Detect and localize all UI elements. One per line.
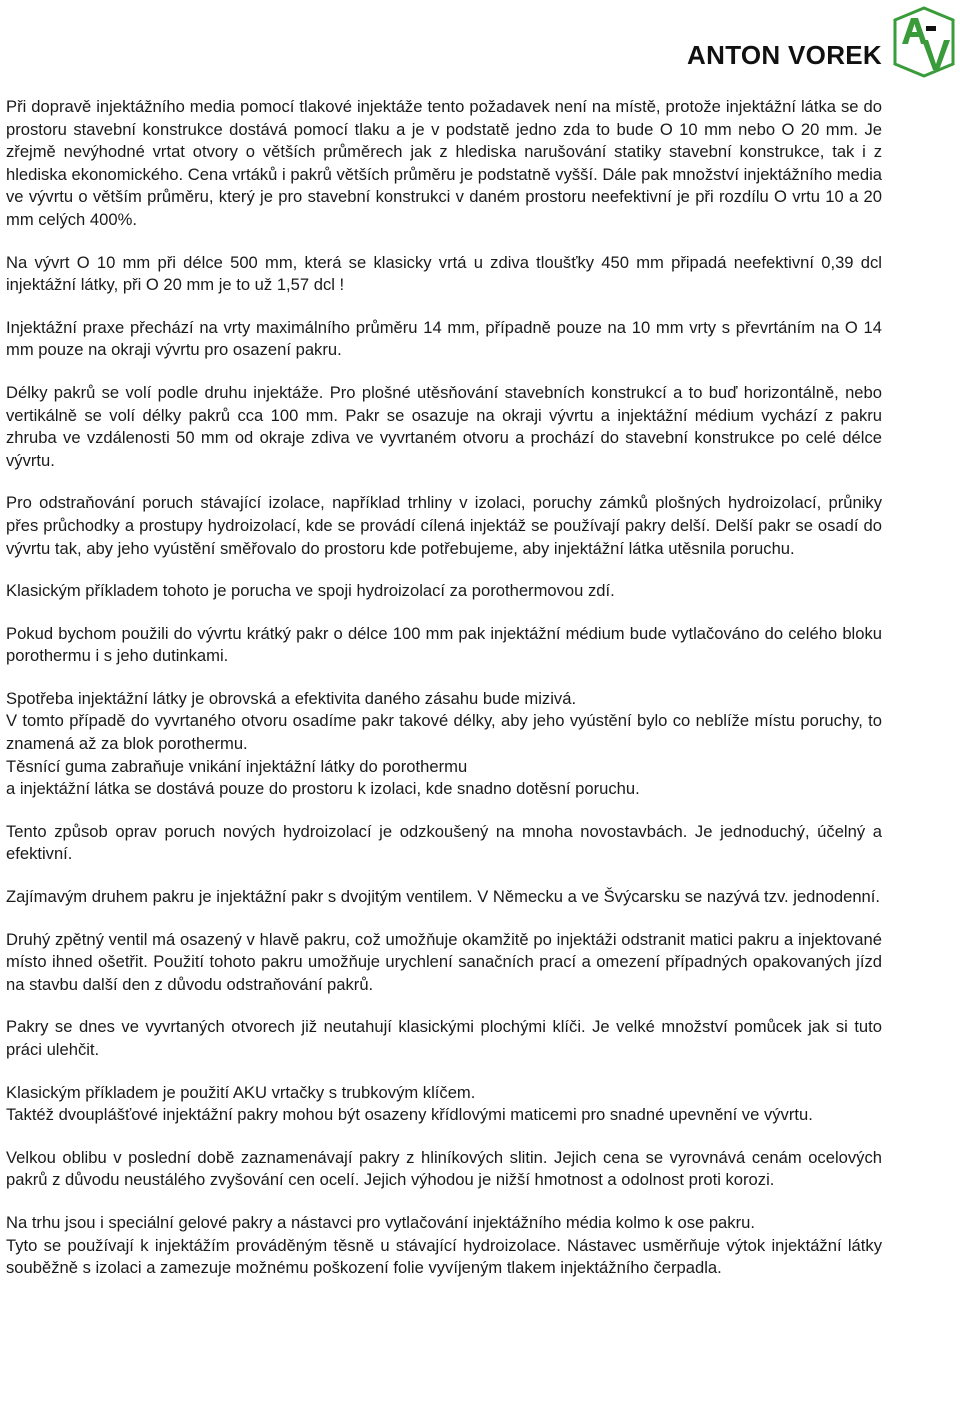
paragraph: Pakry se dnes ve vyvrtaných otvorech již neutahují klasickými plochými klíči. Je velké množství pomůcek jak si tuto práci ulehčit. bbox=[6, 1017, 882, 1059]
paragraph: Zajímavým druhem pakru je injektážní pakr s dvojitým ventilem. V Německu a ve Švýcarsku se nazývá tzv. jednodenní. bbox=[6, 887, 880, 907]
paragraph: Pokud bychom použili do vývrtu krátký pakr o délce 100 mm pak injektážní médium bude vytlačováno do celého bloku porothermu i s jeho dutinkami. bbox=[6, 623, 882, 666]
text-line: Taktéž dvouplášťové injektážní pakry mohou být osazeny křídlovými maticemi pro snadné upevnění ve vývrtu. bbox=[6, 1105, 813, 1125]
paragraph: Druhý zpětný ventil má osazený v hlavě pakru, což umožňuje okamžitě po injektáži odstranit matici pakru a injektované místo ihned ošetřit. Použití tohoto pakru umožňuje urychlení sanačních prací a omezení případných opakovaných jízd na stavbu další den z důvodu odstraňování pakrů. bbox=[6, 929, 882, 994]
text-line: Klasickým příkladem je použití AKU vrtačky s trubkovým klíčem. bbox=[6, 1082, 476, 1102]
page-header bbox=[0, 0, 960, 80]
av-logo-icon bbox=[892, 6, 956, 78]
paragraph: Klasickým příkladem tohoto je porucha ve spoji hydroizolací za porothermovou zdí. bbox=[6, 581, 615, 601]
text-line: Na trhu jsou i speciální gelové pakry a nástavci pro vytlačování injektážního média kolmo k ose pakru. bbox=[6, 1212, 755, 1232]
paragraph: Velkou oblibu v poslední době zaznamenávají pakry z hliníkových slitin. Jejich cena se vyrovnává cenám ocelových pakrů z důvodu neustálého zvyšování cen ocelí. Jejich výhodou je nižší hmotnost a odolnost proti korozi. bbox=[6, 1147, 882, 1190]
paragraph: Délky pakrů se volí podle druhu injektáže. Pro plošné utěsňování stavebních konstrukcí a to buď horizontálně, nebo vertikálně se volí délky pakrů cca 100 mm. Pakr se osazuje na okraji vývrtu a injektážní médium vychází z pakru zhruba ve vzdálenosti 50 mm od okraje zdiva ve vyvrtaném otvoru a prochází do stavební konstrukce po celé délce vývrtu. bbox=[6, 382, 882, 470]
paragraph-block bbox=[6, 1212, 882, 1280]
company-name: ANTON VOREK bbox=[687, 40, 882, 70]
paragraph: Při dopravě injektážního media pomocí tlakové injektáže tento požadavek není na místě, protože injektážní látka se do prostoru stavební konstrukce dostává pomocí tlaku a je v podstatě jedno zda to bude O 10 mm nebo O 20 mm. Je zřejmě nevýhodné vrtat otvory o větších průměrech jak z hlediska narušování statiky stavební konstrukce, tak i z hlediska ekonomického. Cena vrtáků i pakrů větších průměru je podstatně vyšší. Dále pak množství injektážního media ve vývrtu o větším průměru, který je pro stavební konstrukci v daném prostoru neefektivní je při rozdílu O vrtu 10 a 20 mm celých 400%. bbox=[6, 97, 882, 229]
text-line: Spotřeba injektážní látky je obrovská a efektivita daného zásahu bude mizivá. bbox=[6, 688, 577, 708]
paragraph-block bbox=[6, 1082, 882, 1127]
text-line: a injektážní látka se dostává pouze do prostoru k izolaci, kde snadno dotěsní poruchu. bbox=[6, 779, 640, 799]
document-body bbox=[6, 96, 882, 1300]
paragraph: Na vývrt O 10 mm při délce 500 mm, která se klasicky vrtá u zdiva tloušťky 450 mm připadá neefektivní 0,39 dcl injektážní látky, při O 20 mm je to už 1,57 dcl ! bbox=[6, 252, 882, 295]
paragraph: Tento způsob oprav poruch nových hydroizolací je odzkoušený na mnoha novostavbách. Je jednoduchý, účelný a efektivní. bbox=[6, 821, 882, 864]
text-line: Těsnící guma zabraňuje vnikání injektážní látky do porothermu bbox=[6, 756, 468, 776]
text-line: V tomto případě do vyvrtaného otvoru osadíme pakr takové délky, aby jeho vyústění bylo co neblíže místu poruchy, to znamená až za blok porothermu. bbox=[6, 711, 882, 754]
text-line: Tyto se používají k injektážím prováděným těsně u stávající hydroizolace. Nástavec usměrňuje výtok injektážní látky souběžně s izolaci a zamezuje možnému poškození folie vyvíjeným tlakem injektážního čerpadla. bbox=[6, 1235, 882, 1278]
paragraph-block bbox=[6, 688, 882, 801]
paragraph: Pro odstraňování poruch stávající izolace, například trhliny v izolaci, poruchy zámků plošných hydroizolací, průniky přes průchodky a prostupy hydroizolací, kde se provádí cílená injektáž se používají pakry delší. Delší pakr se osadí do vývrtu tak, aby jeho vyústění směřovalo do prostoru kde potřebujeme, aby injektážní látka utěsnila poruchu. bbox=[6, 493, 882, 558]
paragraph: Injektážní praxe přechází na vrty maximálního průměru 14 mm, případně pouze na 10 mm vrty s převrtáním na O 14 mm pouze na okraji vývrtu pro osazení pakru. bbox=[6, 317, 882, 360]
